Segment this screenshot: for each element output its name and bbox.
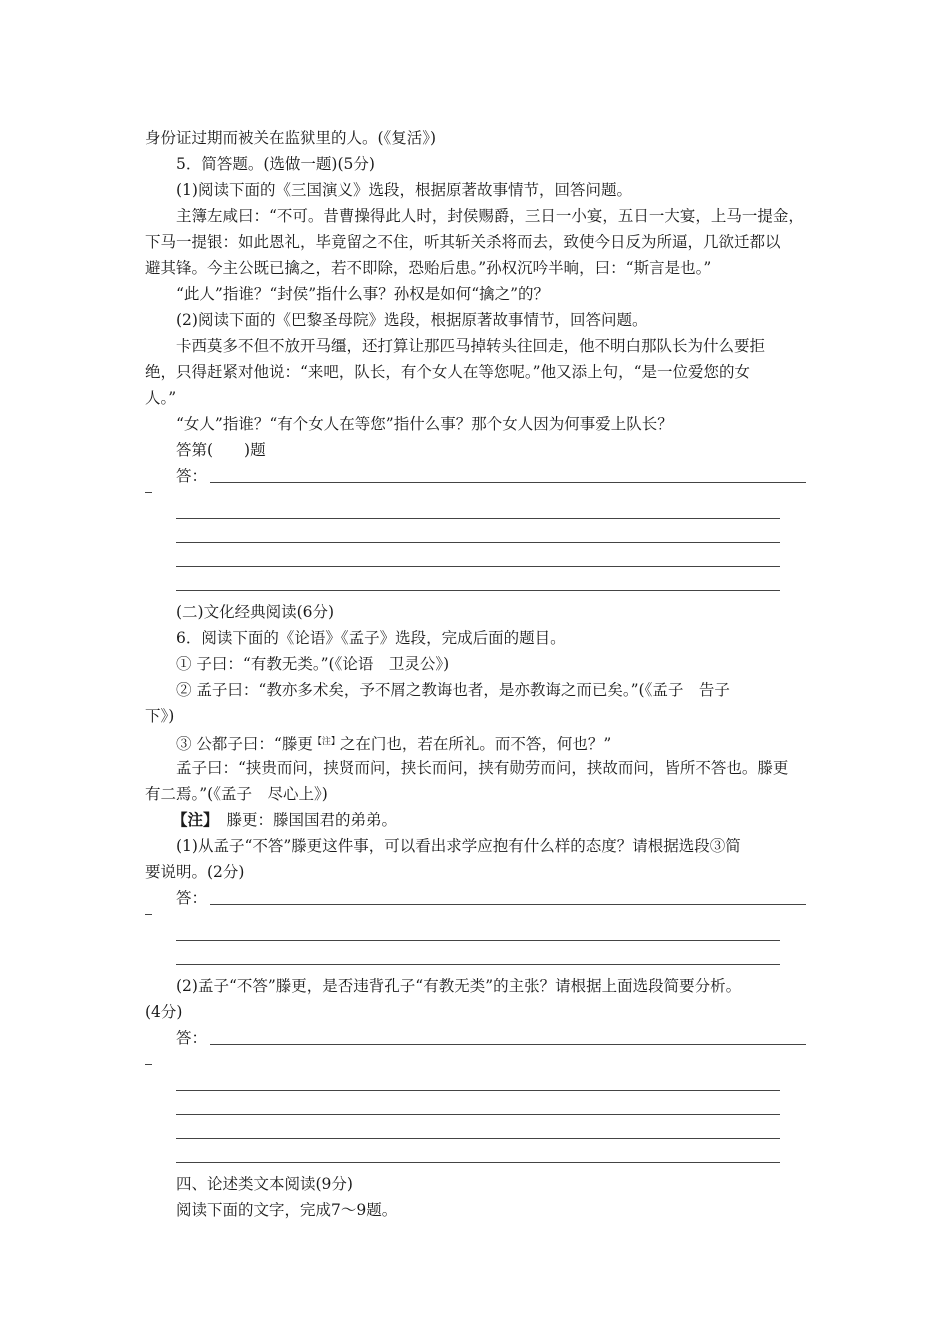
- footnote-label: 【注】: [172, 810, 219, 829]
- quote-line: 有二焉。”(《孟子 尽心上》): [145, 785, 328, 803]
- question-5-1-prompt: (1)阅读下面的《三国演义》选段，根据原著故事情节，回答问题。: [176, 181, 632, 199]
- passage-line: 卡西莫多不但不放开马缰，还打算让那匹马掉转头往回走，他不明白那队长为什么要拒: [176, 337, 766, 355]
- answer-choice-label: 答第( )题: [176, 441, 266, 459]
- question-6-heading: 6．阅读下面的《论语》《孟子》选段，完成后面的题目。: [176, 629, 566, 647]
- passage-line: 人。”: [145, 389, 177, 407]
- answer-line-end: [145, 914, 152, 915]
- answer-line[interactable]: [176, 940, 780, 941]
- answer-line[interactable]: [176, 964, 780, 965]
- passage-line: 绝，只得赶紧对他说：“来吧，队长，有个女人在等您呢。”他又添上句，“是一位爱您的女: [145, 363, 751, 381]
- answer-line[interactable]: [176, 1114, 780, 1115]
- question-5-heading: 5．简答题。(选做一题)(5分): [176, 155, 375, 173]
- quote-text: ③ 公都子曰：“滕更: [176, 735, 313, 753]
- question-6-2-text: (2)孟子“不答”滕更，是否违背孔子“有教无类”的主张？请根据上面选段简要分析。: [176, 977, 742, 995]
- footnote: [172, 810, 397, 830]
- answer-line[interactable]: [176, 518, 780, 519]
- section-heading: 四、论述类文本阅读(9分): [176, 1175, 353, 1193]
- quote-line: ① 子曰：“有教无类。”(《论语 卫灵公》): [176, 655, 450, 673]
- answer-line[interactable]: [176, 1090, 780, 1091]
- question-5-2-prompt: (2)阅读下面的《巴黎圣母院》选段，根据原著故事情节，回答问题。: [176, 311, 648, 329]
- quote-line: ② 孟子曰：“教亦多术矣，予不屑之教诲也者，是亦教诲之而已矣。”(《孟子 告子: [176, 681, 730, 699]
- quote-text: 之在门也，若在所礼。而不答，何也？”: [339, 735, 612, 753]
- answer-line-end: [145, 492, 152, 493]
- instruction-text: 阅读下面的文字，完成7～9题。: [176, 1201, 398, 1219]
- answer-line[interactable]: [176, 566, 780, 567]
- question-5-2-text: “女人”指谁？“有个女人在等您”指什么事？那个女人因为何事爱上队长？: [176, 415, 673, 433]
- answer-line[interactable]: [176, 1162, 780, 1163]
- answer-line[interactable]: [176, 542, 780, 543]
- section-heading: (二)文化经典阅读(6分): [176, 603, 335, 621]
- answer-line[interactable]: [176, 1138, 780, 1139]
- passage-line: 主簿左咸曰：“不可。昔曹操得此人时，封侯赐爵，三日一小宴，五日一大宴，上马一提金，: [176, 207, 804, 225]
- quote-line: 孟子曰：“挟贵而问，挟贤而问，挟长而问，挟有勋劳而问，挟故而问，皆所不答也。滕更: [176, 759, 789, 777]
- answer-label: 答：: [176, 889, 208, 907]
- answer-line[interactable]: [210, 482, 806, 483]
- answer-label: 答：: [176, 1029, 208, 1047]
- question-6-1-text: 要说明。(2分): [145, 863, 245, 881]
- passage-line: 避其锋。今主公既已擒之，若不即除，恐贻后患。”孙权沉吟半晌，曰：“斯言是也。”: [145, 259, 712, 277]
- question-5-1-text: “此人”指谁？“封侯”指什么事？孙权是如何“擒之”的？: [176, 285, 550, 303]
- question-6-2-text: (4分): [145, 1003, 183, 1021]
- answer-line[interactable]: [176, 590, 780, 591]
- answer-line[interactable]: [210, 904, 806, 905]
- answer-line[interactable]: [210, 1044, 806, 1045]
- question-6-1-text: (1)从孟子“不答”滕更这件事，可以看出求学应抱有什么样的态度？请根据选段③简: [176, 837, 741, 855]
- answer-label: 答：: [176, 467, 208, 485]
- footnote-text: 滕更：滕国国君的弟弟。: [226, 811, 398, 829]
- passage-line: 下马一提银：如此恩礼，毕竟留之不住，听其斩关杀将而去，致使今日反为所逼，几欲迁都以: [145, 233, 781, 251]
- text-line: 身份证过期而被关在监狱里的人。(《复活》): [145, 129, 437, 147]
- footnote-marker: 【注】: [312, 737, 340, 747]
- quote-line: 下》): [145, 707, 175, 725]
- answer-line-end: [145, 1064, 152, 1065]
- quote-line: [176, 732, 611, 754]
